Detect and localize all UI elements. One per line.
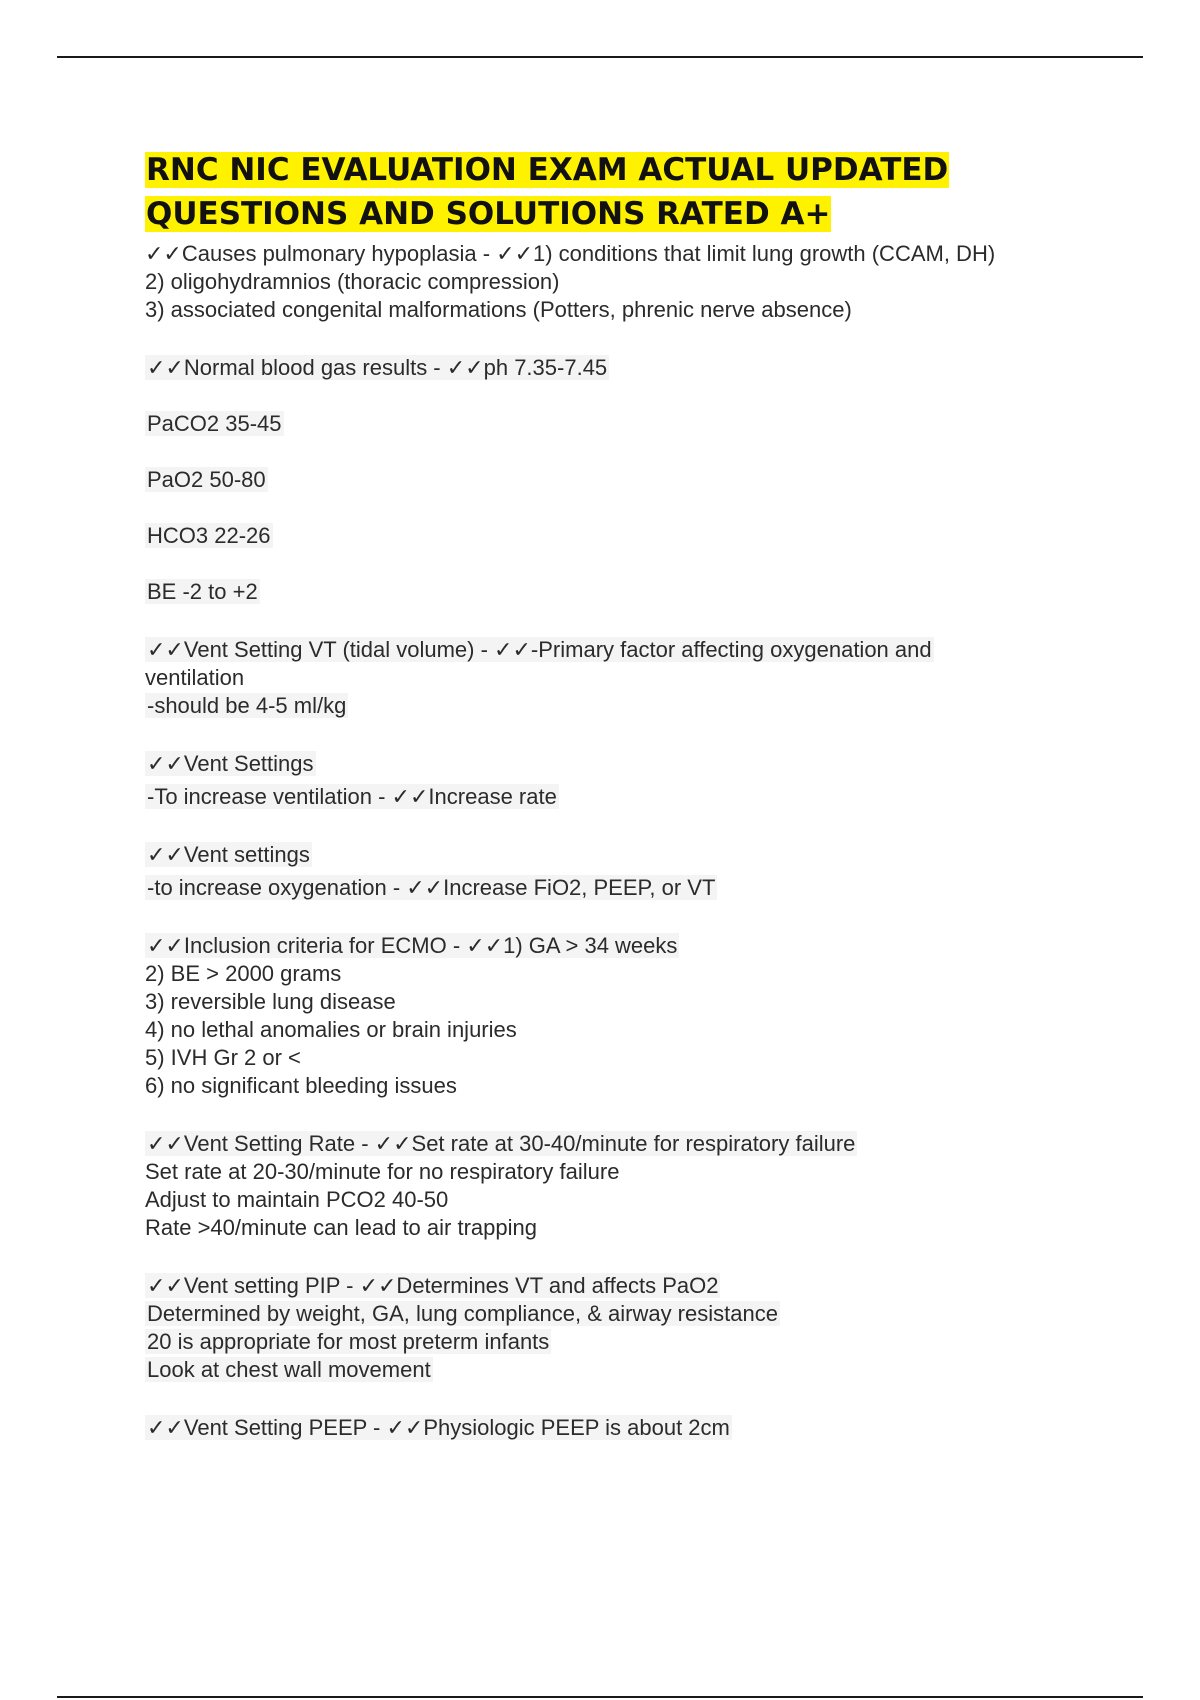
qa-item — [145, 1130, 1145, 1242]
line-text: PaCO2 35-45 — [147, 411, 282, 436]
answer-line: 2) BE > 2000 grams — [145, 961, 342, 986]
qa-item — [145, 750, 1145, 811]
header-rule — [57, 56, 1143, 58]
footer-rule — [57, 1696, 1143, 1698]
answer-line: 6) no significant bleeding issues — [145, 1073, 457, 1098]
line-text: 20 is appropriate for most preterm infants — [147, 1329, 550, 1354]
document-title — [145, 148, 1145, 236]
line-text: -to increase oxygenation - ✓✓Increase FiO2, PEEP, or VT — [147, 875, 716, 900]
line-text: HCO3 22-26 — [147, 523, 271, 548]
answer-line: ventilation — [145, 665, 245, 690]
answer-line — [145, 466, 1145, 494]
line-text: ✓✓Normal blood gas results - ✓✓ph 7.35-7.45 — [147, 355, 608, 380]
answer-line — [145, 1300, 1145, 1328]
qa-item — [145, 354, 1145, 606]
answer-line: 5) IVH Gr 2 or < — [145, 1045, 301, 1070]
line-text: ✓✓Vent Setting Rate - ✓✓Set rate at 30-40/minute for respiratory failure — [147, 1131, 856, 1156]
qa-item — [145, 841, 1145, 902]
question-line — [145, 841, 1145, 869]
answer-line: 2) oligohydramnios (thoracic compression) — [145, 269, 560, 294]
answer-line — [145, 410, 1145, 438]
qa-item — [145, 240, 1145, 324]
question-line — [145, 354, 1145, 382]
line-text: ✓✓Vent Settings — [147, 751, 314, 776]
question-line — [145, 636, 1145, 664]
answer-line — [145, 783, 1145, 811]
line-text: ✓✓Vent setting PIP - ✓✓Determines VT and affects PaO2 — [147, 1273, 719, 1298]
line-text: ✓✓Vent settings — [147, 842, 310, 867]
line-text: Look at chest wall movement — [147, 1357, 431, 1382]
question-line — [145, 932, 1145, 960]
document-body — [145, 148, 1145, 1472]
title-line: QUESTIONS AND SOLUTIONS RATED A+ — [146, 196, 831, 232]
answer-line: 3) associated congenital malformations (Potters, phrenic nerve absence) — [145, 297, 852, 322]
answer-line — [145, 874, 1145, 902]
question-line — [145, 1414, 1145, 1442]
question-line: ✓✓Causes pulmonary hypoplasia - ✓✓1) conditions that limit lung growth (CCAM, DH) — [145, 241, 996, 266]
line-text: ✓✓Inclusion criteria for ECMO - ✓✓1) GA > 34 weeks — [147, 933, 678, 958]
answer-line — [145, 692, 1145, 720]
line-text: ✓✓Vent Setting PEEP - ✓✓Physiologic PEEP is about 2cm — [147, 1415, 730, 1440]
answer-line — [145, 1328, 1145, 1356]
answer-line: Set rate at 20-30/minute for no respiratory failure — [145, 1159, 620, 1184]
line-text: -To increase ventilation - ✓✓Increase rate — [147, 784, 557, 809]
answer-line — [145, 578, 1145, 606]
line-text: ✓✓Vent Setting VT (tidal volume) - ✓✓-Primary factor affecting oxygenation and — [147, 637, 932, 662]
question-line — [145, 1130, 1145, 1158]
qa-item — [145, 636, 1145, 720]
answer-line — [145, 1356, 1145, 1384]
answer-line — [145, 522, 1145, 550]
answer-line: 4) no lethal anomalies or brain injuries — [145, 1017, 517, 1042]
question-line — [145, 750, 1145, 778]
qa-item — [145, 1414, 1145, 1442]
question-line — [145, 1272, 1145, 1300]
title-line: RNC NIC EVALUATION EXAM ACTUAL UPDATED — [146, 152, 949, 188]
line-text: -should be 4-5 ml/kg — [147, 693, 347, 718]
line-text: BE -2 to +2 — [147, 579, 258, 604]
answer-line: 3) reversible lung disease — [145, 989, 396, 1014]
line-text: Determined by weight, GA, lung compliance, & airway resistance — [147, 1301, 778, 1326]
qa-item — [145, 1272, 1145, 1384]
answer-line: Adjust to maintain PCO2 40-50 — [145, 1187, 449, 1212]
answer-line: Rate >40/minute can lead to air trapping — [145, 1215, 537, 1240]
qa-item — [145, 932, 1145, 1100]
line-text: PaO2 50-80 — [147, 467, 266, 492]
